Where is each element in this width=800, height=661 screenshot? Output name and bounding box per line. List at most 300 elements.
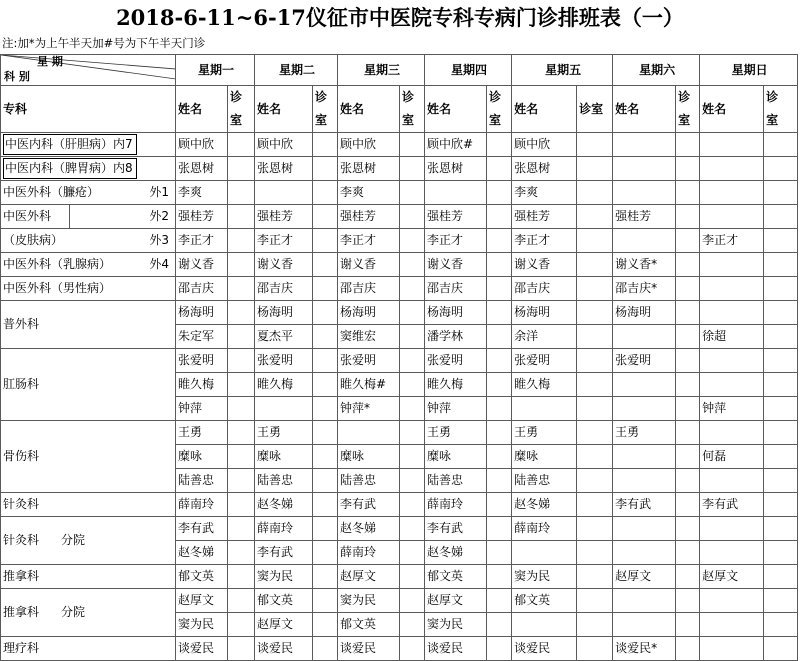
room-cell	[313, 517, 338, 541]
room-cell	[676, 493, 700, 517]
room-cell	[676, 445, 700, 469]
doctor-name-cell: 赵厚文	[425, 589, 487, 613]
doctor-name-cell: 赵冬娣	[425, 541, 487, 565]
doctor-name-cell: 李有武	[425, 517, 487, 541]
doctor-name-cell: 张爱明	[613, 349, 676, 373]
doctor-name-cell: 张恩树	[425, 157, 487, 181]
room-header-mon: 诊 室	[228, 86, 255, 133]
room-cell	[577, 517, 613, 541]
room-cell	[676, 349, 700, 373]
room-cell	[313, 253, 338, 277]
corner-week-label: 星 期	[37, 55, 63, 68]
room-cell	[487, 373, 512, 397]
doctor-name-cell: 张恩树	[338, 157, 400, 181]
doctor-name-cell	[700, 469, 764, 493]
doctor-name-cell: 张恩树	[255, 157, 313, 181]
dept-cell	[1, 349, 176, 421]
room-header-tue: 诊 室	[313, 86, 338, 133]
room-cell	[764, 205, 798, 229]
dept-cell	[1, 157, 176, 181]
room-cell	[577, 325, 613, 349]
doctor-name-cell: 张爱明	[425, 349, 487, 373]
doctor-name-cell: 谢义香*	[613, 253, 676, 277]
room-cell	[228, 301, 255, 325]
doctor-name-cell	[255, 181, 313, 205]
room-cell	[577, 445, 613, 469]
room-cell	[577, 253, 613, 277]
doctor-name-cell	[613, 397, 676, 421]
room-cell	[487, 397, 512, 421]
doctor-name-cell: 李正才	[176, 229, 228, 253]
doctor-name-cell: 李正才	[255, 229, 313, 253]
doctor-name-cell: 王勇	[255, 421, 313, 445]
doctor-name-cell: 陆善忠	[176, 469, 228, 493]
doctor-name-cell: 邵吉庆	[338, 277, 400, 301]
room-cell	[764, 589, 798, 613]
doctor-name-cell: 王勇	[176, 421, 228, 445]
doctor-name-cell: 李正才	[700, 229, 764, 253]
doctor-name-cell	[700, 277, 764, 301]
room-cell	[676, 613, 700, 637]
doctor-name-cell	[613, 325, 676, 349]
doctor-name-cell: 何磊	[700, 445, 764, 469]
doctor-name-cell: 李有武	[255, 541, 313, 565]
room-cell	[676, 517, 700, 541]
room-cell	[228, 565, 255, 589]
schedule-row	[1, 589, 798, 613]
schedule-row	[1, 493, 798, 517]
schedule-row	[1, 349, 798, 373]
day-header-mon: 星期一	[176, 55, 255, 86]
room-cell	[313, 445, 338, 469]
doctor-name-cell: 徐超	[700, 325, 764, 349]
doctor-name-cell	[700, 589, 764, 613]
room-cell	[313, 229, 338, 253]
room-cell	[764, 469, 798, 493]
doctor-name-cell: 杨海明	[255, 301, 313, 325]
doctor-name-cell: 王勇	[512, 421, 577, 445]
header-corner-cell	[1, 55, 176, 86]
room-cell	[400, 589, 425, 613]
room-cell	[577, 373, 613, 397]
room-cell	[313, 157, 338, 181]
doctor-name-cell: 潘学林	[425, 325, 487, 349]
doctor-name-cell: 张爱明	[255, 349, 313, 373]
doctor-name-cell: 赵厚文	[613, 565, 676, 589]
room-cell	[676, 589, 700, 613]
doctor-name-cell	[700, 157, 764, 181]
room-cell	[577, 229, 613, 253]
room-cell	[400, 517, 425, 541]
doctor-name-cell: 张爱明	[338, 349, 400, 373]
room-cell	[228, 133, 255, 157]
doctor-name-cell	[700, 349, 764, 373]
room-cell	[487, 613, 512, 637]
room-cell	[313, 349, 338, 373]
room-cell	[764, 349, 798, 373]
doctor-name-cell: 钟萍	[176, 397, 228, 421]
day-header-thu: 星期四	[425, 55, 512, 86]
dept-cell	[1, 565, 176, 589]
dept-label: 中医内科（肝胆病）内7	[3, 134, 137, 155]
doctor-name-cell: 顾中欣	[255, 133, 313, 157]
room-cell	[487, 541, 512, 565]
schedule-row	[1, 157, 798, 181]
doctor-name-cell: 陆善忠	[512, 469, 577, 493]
room-cell	[577, 565, 613, 589]
room-cell	[577, 637, 613, 661]
dept-cell	[1, 517, 176, 565]
schedule-row	[1, 229, 798, 253]
doctor-name-cell: 邵吉庆	[176, 277, 228, 301]
day-header-fri: 星期五	[512, 55, 613, 86]
doctor-name-cell: 窦为民	[338, 589, 400, 613]
doctor-name-cell: 郁文英	[255, 589, 313, 613]
doctor-name-cell	[700, 637, 764, 661]
doctor-name-cell: 谈爱民	[425, 637, 487, 661]
doctor-name-cell: 陆善忠	[338, 469, 400, 493]
doctor-name-cell: 王勇	[425, 421, 487, 445]
schedule-table	[0, 54, 798, 661]
room-cell	[400, 565, 425, 589]
doctor-name-cell	[613, 181, 676, 205]
room-cell	[400, 493, 425, 517]
doctor-name-cell: 赵冬娣	[338, 517, 400, 541]
doctor-name-cell	[700, 541, 764, 565]
doctor-name-cell: 李正才	[338, 229, 400, 253]
room-header-sat: 诊 室	[676, 86, 700, 133]
doctor-name-cell: 睢久梅	[425, 373, 487, 397]
room-cell	[313, 469, 338, 493]
doctor-name-cell: 张爱明	[512, 349, 577, 373]
dept-label: 针灸科	[3, 533, 40, 547]
doctor-name-cell: 赵厚文	[700, 565, 764, 589]
name-header-thu: 姓名	[425, 86, 487, 133]
page-title: 2018-6-11~6-17仪征市中医院专科专病门诊排班表（一）	[116, 5, 684, 30]
doctor-name-cell: 糜咏	[425, 445, 487, 469]
doctor-name-cell: 邵吉庆	[425, 277, 487, 301]
room-cell	[400, 133, 425, 157]
room-cell	[313, 277, 338, 301]
doctor-name-cell: 赵厚文	[176, 589, 228, 613]
room-cell	[676, 373, 700, 397]
room-cell	[228, 277, 255, 301]
schedule-note: 注:加*为上午半天加#号为下午半天门诊	[2, 36, 206, 50]
room-cell	[676, 205, 700, 229]
doctor-name-cell	[512, 397, 577, 421]
room-cell	[676, 565, 700, 589]
room-cell	[577, 469, 613, 493]
room-cell	[577, 205, 613, 229]
doctor-name-cell: 赵厚文	[338, 565, 400, 589]
room-cell	[313, 565, 338, 589]
doctor-name-cell: 杨海明	[512, 301, 577, 325]
room-header-fri: 诊室	[577, 86, 613, 133]
room-cell	[487, 349, 512, 373]
doctor-name-cell: 谈爱民*	[613, 637, 676, 661]
room-cell	[577, 493, 613, 517]
doctor-name-cell: 谢义香	[425, 253, 487, 277]
dept-room-code: 外1	[149, 185, 169, 199]
room-cell	[228, 373, 255, 397]
doctor-name-cell: 朱定军	[176, 325, 228, 349]
doctor-name-cell: 李有武	[176, 517, 228, 541]
room-cell	[313, 301, 338, 325]
room-cell	[228, 229, 255, 253]
room-cell	[400, 373, 425, 397]
room-cell	[764, 613, 798, 637]
dept-cell	[1, 493, 176, 517]
schedule-row	[1, 181, 798, 205]
doctor-name-cell: 睢久梅#	[338, 373, 400, 397]
room-cell	[228, 157, 255, 181]
room-cell	[313, 613, 338, 637]
doctor-name-cell	[425, 181, 487, 205]
room-cell	[577, 157, 613, 181]
doctor-name-cell: 赵冬娣	[512, 493, 577, 517]
schedule-row	[1, 205, 798, 229]
room-cell	[764, 277, 798, 301]
dept-branch-label: 分院	[61, 533, 86, 547]
doctor-name-cell	[700, 253, 764, 277]
room-cell	[577, 589, 613, 613]
doctor-name-cell	[700, 421, 764, 445]
dept-cell	[1, 301, 176, 349]
doctor-name-cell: 钟萍	[700, 397, 764, 421]
doctor-name-cell: 余洋	[512, 325, 577, 349]
doctor-name-cell: 薛南玲	[338, 541, 400, 565]
room-cell	[400, 157, 425, 181]
doctor-name-cell: 郁文英	[512, 589, 577, 613]
room-cell	[400, 229, 425, 253]
room-cell	[577, 181, 613, 205]
room-cell	[764, 541, 798, 565]
room-cell	[676, 277, 700, 301]
room-cell	[577, 133, 613, 157]
doctor-name-cell	[700, 517, 764, 541]
room-cell	[676, 133, 700, 157]
doctor-name-cell: 张爱明	[176, 349, 228, 373]
doctor-name-cell: 张恩树	[512, 157, 577, 181]
doctor-name-cell: 郁文英	[176, 565, 228, 589]
room-cell	[400, 421, 425, 445]
doctor-name-cell	[613, 517, 676, 541]
room-cell	[313, 205, 338, 229]
schedule-row	[1, 277, 798, 301]
doctor-name-cell: 谈爱民	[512, 637, 577, 661]
doctor-name-cell: 顾中欣	[338, 133, 400, 157]
doctor-name-cell: 李正才	[425, 229, 487, 253]
room-cell	[764, 157, 798, 181]
room-cell	[676, 301, 700, 325]
dept-cell	[1, 421, 176, 493]
doctor-name-cell: 强桂芳	[338, 205, 400, 229]
doctor-name-cell: 陆善忠	[425, 469, 487, 493]
room-cell	[400, 181, 425, 205]
room-cell	[764, 421, 798, 445]
room-cell	[228, 349, 255, 373]
doctor-name-cell: 邵吉庆*	[613, 277, 676, 301]
dept-label: 中医外科（乳腺病）	[3, 257, 112, 271]
room-cell	[400, 541, 425, 565]
room-cell	[764, 373, 798, 397]
doctor-name-cell: 郁文英	[338, 613, 400, 637]
doctor-name-cell: 钟萍	[425, 397, 487, 421]
room-cell	[400, 397, 425, 421]
dept-room-code: 外3	[149, 233, 169, 247]
room-cell	[676, 637, 700, 661]
room-cell	[400, 301, 425, 325]
doctor-name-cell: 顾中欣	[176, 133, 228, 157]
doctor-name-cell: 强桂芳	[613, 205, 676, 229]
doctor-name-cell	[700, 373, 764, 397]
doctor-name-cell: 强桂芳	[512, 205, 577, 229]
dept-label: （皮肤病）	[3, 233, 64, 247]
dept-label: 理疗科	[3, 641, 40, 655]
schedule-row	[1, 637, 798, 661]
schedule-row	[1, 133, 798, 157]
room-cell	[577, 301, 613, 325]
doctor-name-cell: 薛南玲	[255, 517, 313, 541]
doctor-name-cell	[613, 133, 676, 157]
room-cell	[313, 397, 338, 421]
room-cell	[487, 493, 512, 517]
doctor-name-cell: 糜咏	[255, 445, 313, 469]
room-cell	[228, 469, 255, 493]
dept-room-code: 外2	[149, 209, 169, 223]
room-cell	[487, 181, 512, 205]
doctor-name-cell	[512, 613, 577, 637]
dept-label: 中医外科（臁疮）	[3, 185, 100, 199]
doctor-name-cell: 李有武	[338, 493, 400, 517]
doctor-name-cell: 赵厚文	[255, 613, 313, 637]
name-header-sat: 姓名	[613, 86, 676, 133]
room-cell	[228, 541, 255, 565]
room-cell	[228, 493, 255, 517]
doctor-name-cell: 夏杰平	[255, 325, 313, 349]
doctor-name-cell: 薛南玲	[512, 517, 577, 541]
room-cell	[487, 205, 512, 229]
dept-cell	[1, 133, 176, 157]
doctor-name-cell: 李有武	[613, 493, 676, 517]
doctor-name-cell: 郁文英	[425, 565, 487, 589]
dept-label: 肛肠科	[3, 377, 40, 391]
name-header-tue: 姓名	[255, 86, 313, 133]
doctor-name-cell	[613, 373, 676, 397]
room-cell	[676, 469, 700, 493]
dept-label: 中医外科（男性病）	[3, 281, 112, 295]
room-cell	[400, 445, 425, 469]
room-cell	[764, 229, 798, 253]
doctor-name-cell: 李正才	[512, 229, 577, 253]
doctor-name-cell	[613, 445, 676, 469]
doctor-name-cell: 李有武	[700, 493, 764, 517]
doctor-name-cell	[613, 589, 676, 613]
doctor-name-cell: 李爽	[176, 181, 228, 205]
doctor-name-cell: 睢久梅	[512, 373, 577, 397]
dept-label: 中医外科	[3, 205, 70, 228]
room-cell	[676, 253, 700, 277]
room-cell	[487, 229, 512, 253]
dept-label: 推拿科	[3, 605, 40, 619]
room-cell	[577, 613, 613, 637]
room-cell	[676, 421, 700, 445]
dept-cell	[1, 637, 176, 661]
room-cell	[487, 133, 512, 157]
doctor-name-cell	[700, 181, 764, 205]
room-cell	[313, 589, 338, 613]
doctor-name-cell	[700, 205, 764, 229]
room-cell	[400, 325, 425, 349]
room-cell	[676, 157, 700, 181]
schedule-row	[1, 421, 798, 445]
room-cell	[487, 589, 512, 613]
doctor-name-cell: 睢久梅	[255, 373, 313, 397]
room-cell	[400, 613, 425, 637]
room-cell	[764, 445, 798, 469]
doctor-name-cell: 薛南玲	[176, 493, 228, 517]
room-cell	[313, 637, 338, 661]
room-cell	[228, 445, 255, 469]
doctor-name-cell: 陆善忠	[255, 469, 313, 493]
doctor-name-cell: 糜咏	[338, 445, 400, 469]
schedule-row	[1, 565, 798, 589]
specialty-header: 专科	[1, 86, 176, 133]
room-cell	[228, 253, 255, 277]
room-cell	[764, 325, 798, 349]
dept-label: 推拿科	[3, 569, 40, 583]
room-cell	[764, 253, 798, 277]
room-cell	[764, 181, 798, 205]
dept-cell	[1, 277, 176, 301]
room-cell	[487, 445, 512, 469]
room-cell	[577, 397, 613, 421]
doctor-name-cell	[613, 157, 676, 181]
room-cell	[228, 205, 255, 229]
room-cell	[676, 541, 700, 565]
room-cell	[400, 469, 425, 493]
room-cell	[487, 157, 512, 181]
doctor-name-cell: 薛南玲	[425, 493, 487, 517]
dept-cell	[1, 205, 176, 229]
room-header-sun: 诊 室	[764, 86, 798, 133]
dept-room-code: 外4	[149, 257, 169, 271]
room-cell	[313, 493, 338, 517]
room-cell	[487, 325, 512, 349]
doctor-name-cell: 糜咏	[512, 445, 577, 469]
room-cell	[764, 133, 798, 157]
doctor-name-cell: 窦为民	[255, 565, 313, 589]
doctor-name-cell	[700, 133, 764, 157]
doctor-name-cell: 谢义香	[512, 253, 577, 277]
schedule-row	[1, 517, 798, 541]
room-cell	[228, 421, 255, 445]
dept-branch-label: 分院	[61, 605, 86, 619]
doctor-name-cell	[338, 421, 400, 445]
room-cell	[228, 397, 255, 421]
room-cell	[228, 181, 255, 205]
day-header-tue: 星期二	[255, 55, 338, 86]
room-cell	[487, 253, 512, 277]
room-cell	[764, 397, 798, 421]
room-cell	[676, 397, 700, 421]
doctor-name-cell: 赵冬娣	[255, 493, 313, 517]
dept-cell	[1, 589, 176, 637]
doctor-name-cell	[700, 613, 764, 637]
room-header-thu: 诊 室	[487, 86, 512, 133]
room-cell	[577, 349, 613, 373]
room-cell	[313, 181, 338, 205]
